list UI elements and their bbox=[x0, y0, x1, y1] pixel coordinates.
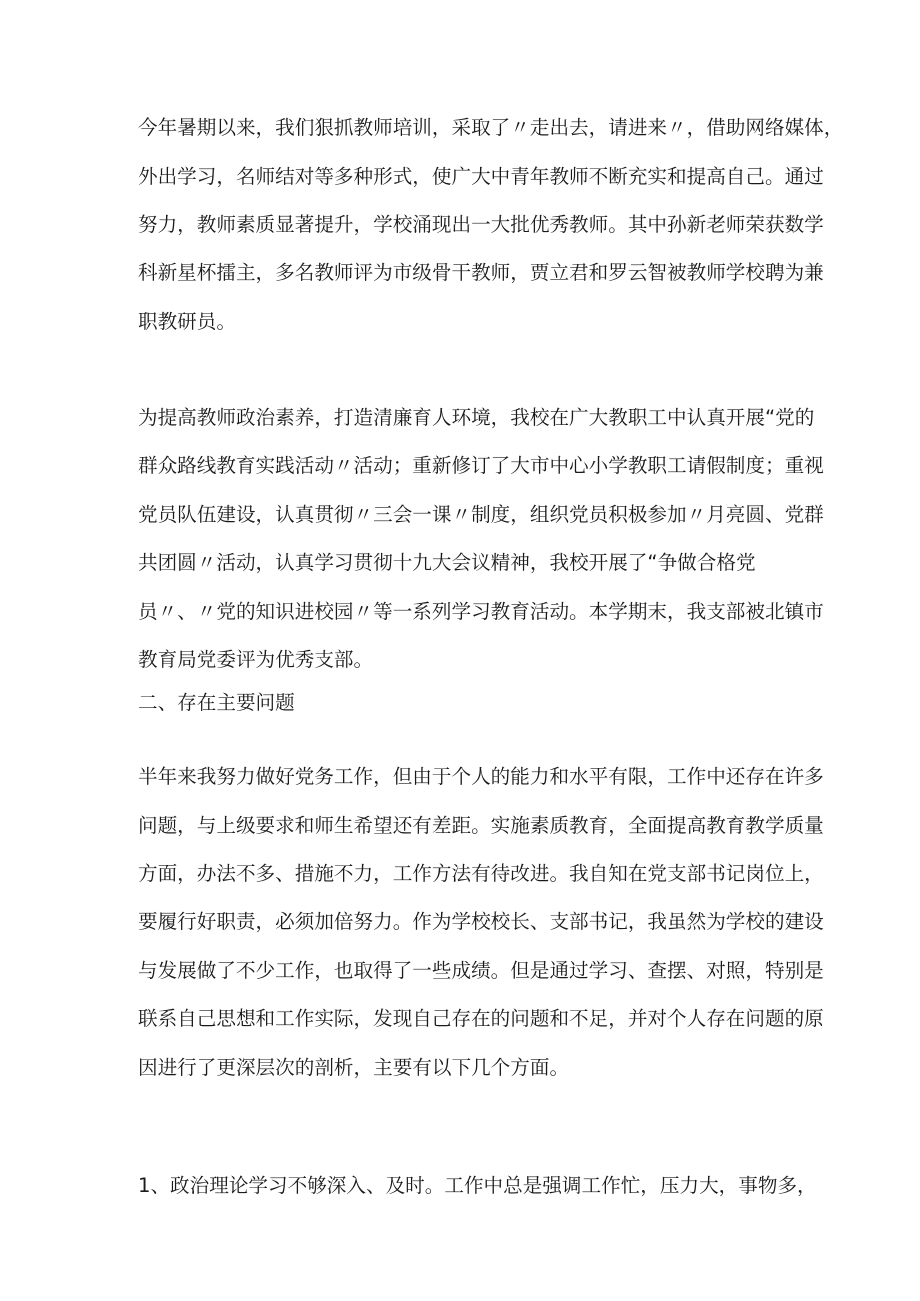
text-line: 联系自己思想和工作实际，发现自己存在的问题和不足，并对个人存在问题的原 bbox=[138, 1007, 824, 1030]
text-line: 问题，与上级要求和师生希望还有差距。实施素质教育，全面提高教育教学质量 bbox=[138, 814, 824, 837]
section-heading: 二、存在主要问题 bbox=[138, 691, 295, 714]
text-line: 群众路线教育实践活动〃活动；重新修订了大市中心小学教职工请假制度；重视 bbox=[138, 454, 824, 477]
text-line: 共团圆〃活动，认真学习贯彻十九大会议精神，我校开展了“争做合格党 bbox=[138, 551, 756, 574]
text-line: 外出学习，名师结对等多种形式，使广大中青年教师不断充实和提高自己。通过 bbox=[138, 165, 824, 188]
text-line: 因进行了更深层次的剖析，主要有以下几个方面。 bbox=[138, 1056, 570, 1079]
text-line: 职教研员。 bbox=[138, 310, 236, 333]
text-line: 半年来我努力做好党务工作，但由于个人的能力和水平有限，工作中还存在许多 bbox=[138, 765, 824, 788]
text-line: 党员队伍建设，认真贯彻〃三会一课〃制度，组织党员积极参加〃月亮圆、党群 bbox=[138, 503, 824, 526]
text-line: 为提高教师政治素养，打造清廉育人环境，我校在广大教职工中认真开展“党的 bbox=[138, 406, 815, 429]
text-line: 与发展做了不少工作，也取得了一些成绩。但是通过学习、查摆、对照，特别是 bbox=[138, 959, 824, 982]
text-line: 今年暑期以来，我们狠抓教师培训，采取了〃走出去，请进来〃，借助网络媒体， bbox=[138, 116, 844, 139]
text-line: 要履行好职责，必须加倍努力。作为学校校长、支部书记，我虽然为学校的建设 bbox=[138, 910, 824, 933]
text-line: 员〃、〃党的知识进校园〃等一系列学习教育活动。本学期末，我支部被北镇市 bbox=[138, 600, 824, 623]
text-line: 科新星杯擂主，多名教师评为市级骨干教师，贾立君和罗云智被教师学校聘为兼 bbox=[138, 261, 824, 284]
text-line: 努力，教师素质显著提升，学校涌现出一大批优秀教师。其中孙新老师荣获数学 bbox=[138, 213, 824, 236]
list-item-1: 1、政治理论学习不够深入、及时。工作中总是强调工作忙，压力大，事物多， bbox=[138, 1174, 817, 1197]
text-line: 方面，办法不多、措施不力，工作方法有待改进。我自知在党支部书记岗位上， bbox=[138, 862, 824, 885]
text-line: 教育局党委评为优秀支部。 bbox=[138, 648, 374, 671]
